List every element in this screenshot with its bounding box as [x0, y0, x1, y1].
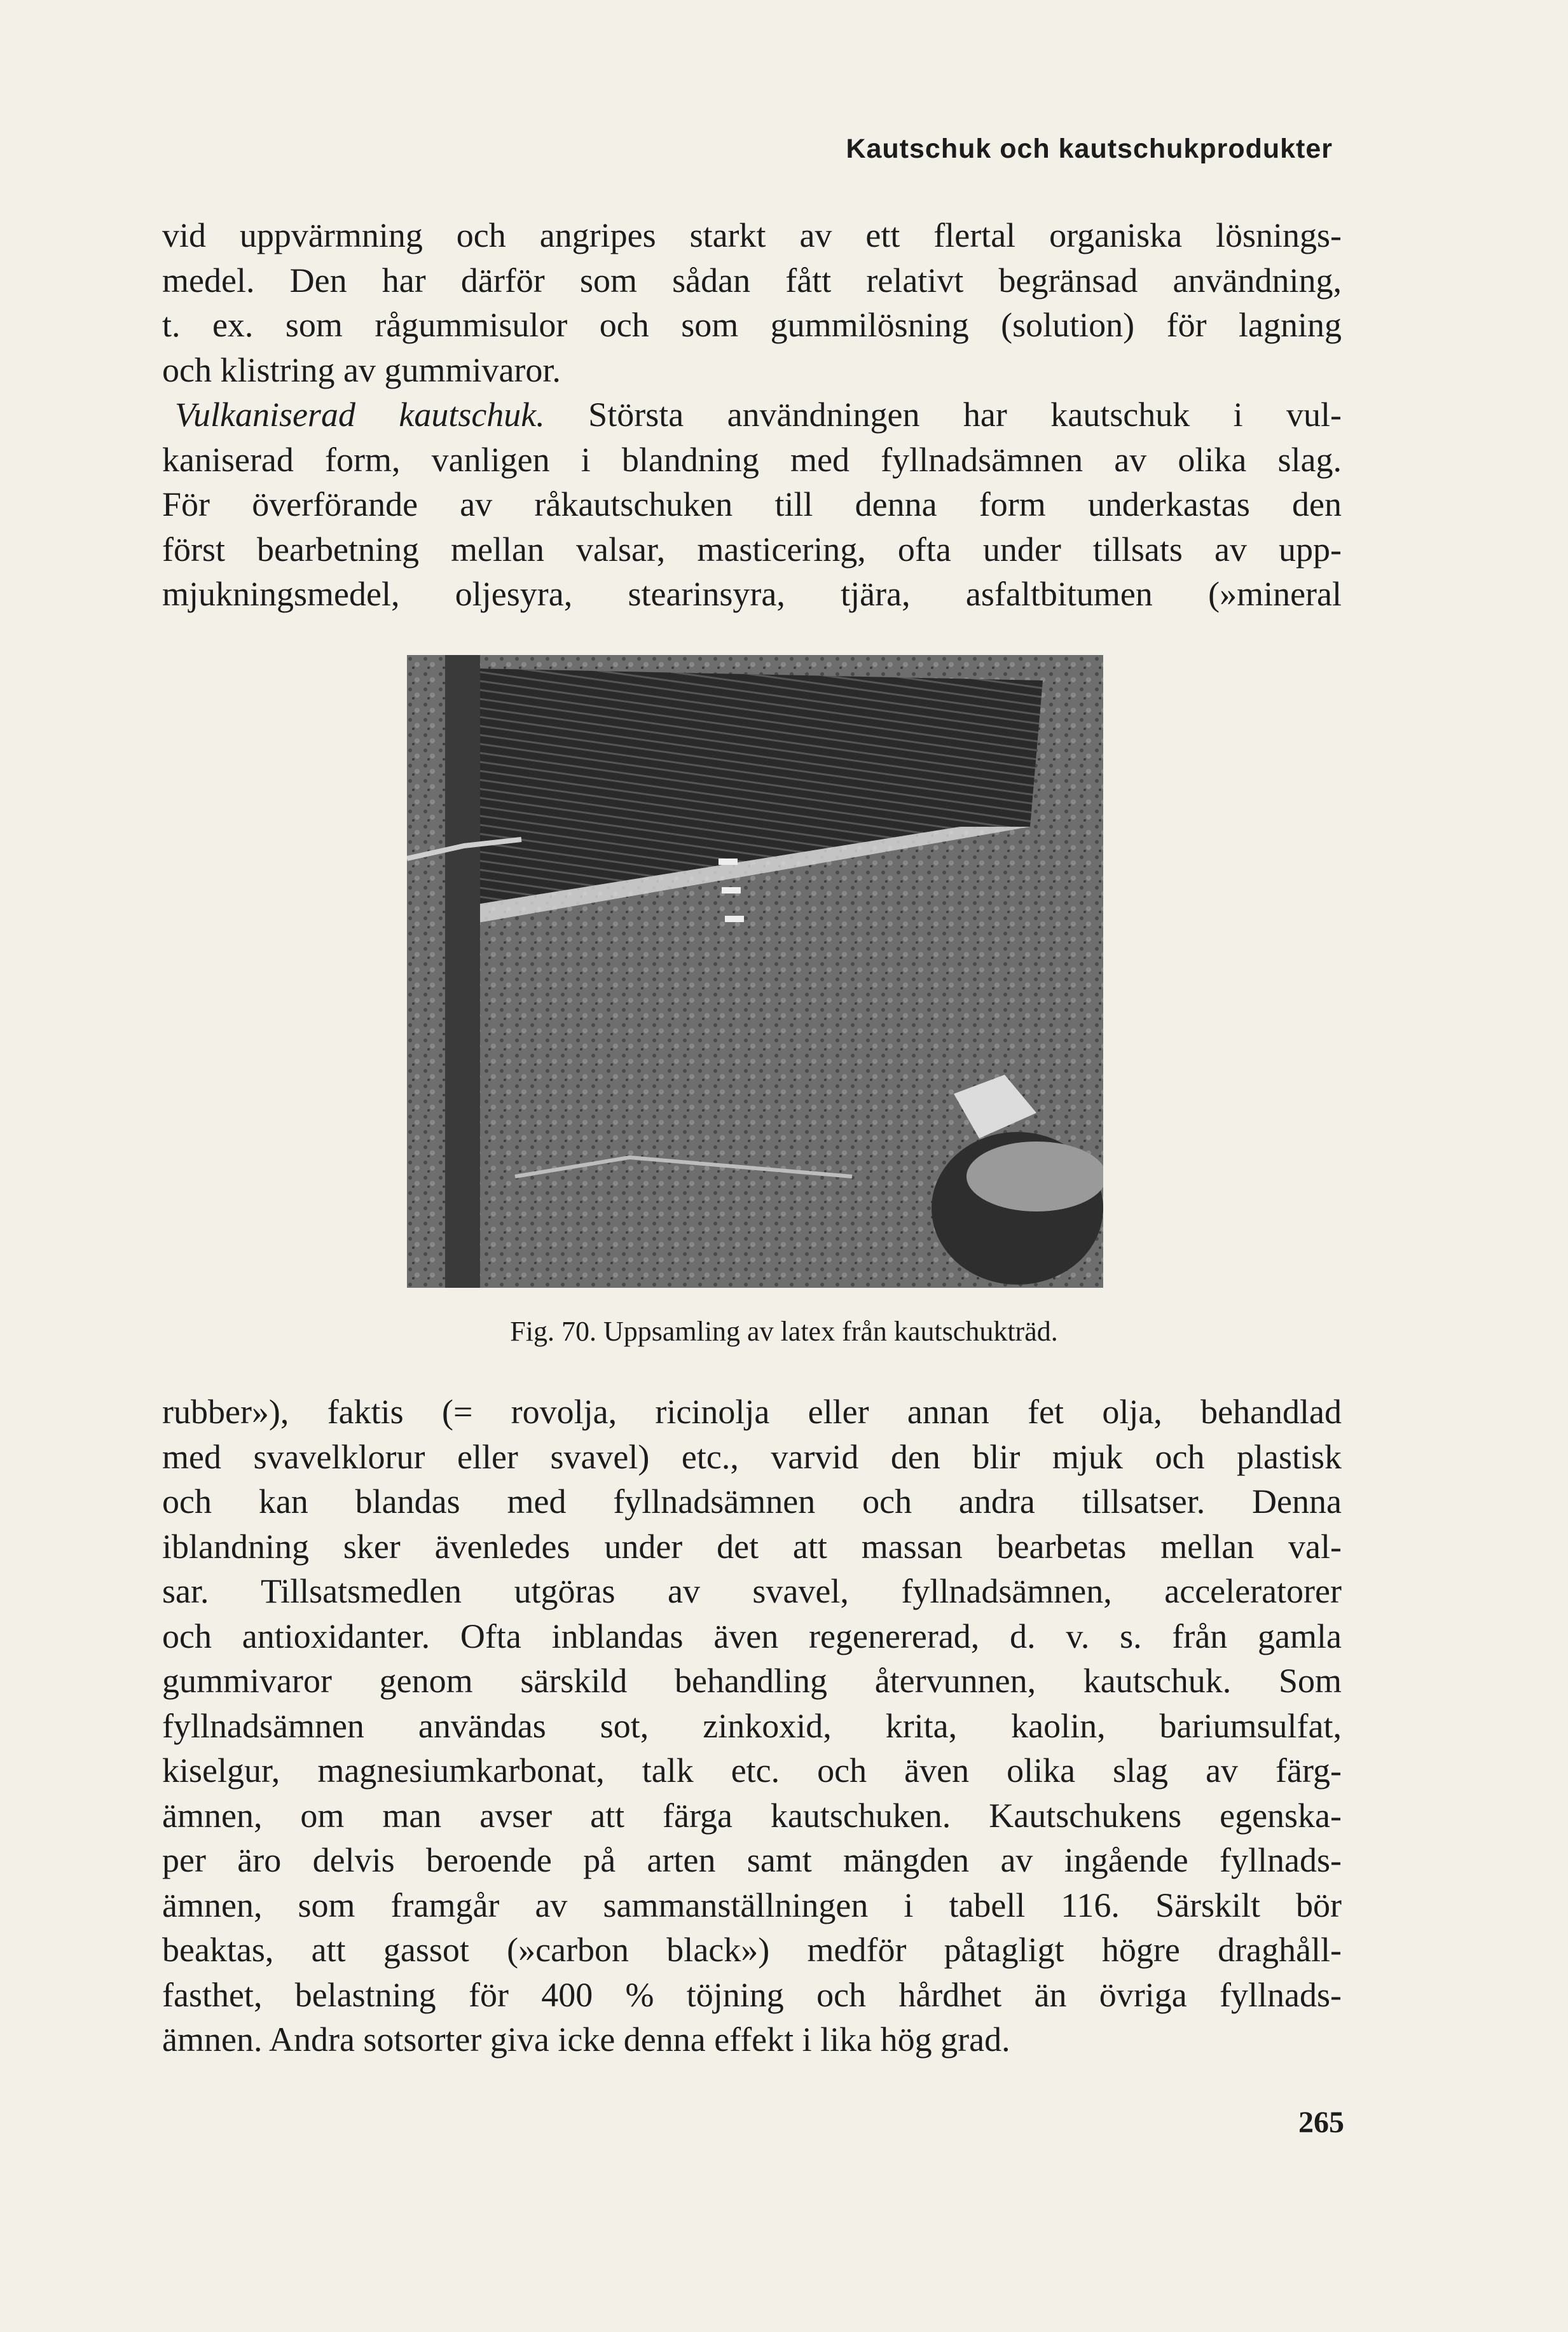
text-line: ämnen. Andra sotsorter giva icke denna effekt i lika hög grad. [162, 2020, 1010, 2059]
text-line: sar. Tillsatsmedlen utgöras av svavel, fyllnadsämnen, acceleratorer [162, 1572, 1342, 1610]
text-line: För överförande av råkautschuken till denna form underkastas den [162, 485, 1342, 523]
text-line: fasthet, belastning för 400 % töjning och hårdhet än övriga fyllnads- [162, 1975, 1342, 2014]
photo-illustration [407, 655, 1103, 1288]
text-line: ämnen, om man avser att färga kautschuken. Kautschukens egenska- [162, 1796, 1342, 1835]
text-line: och klistring av gummivaror. [162, 350, 561, 389]
text-line: med svavelklorur eller svavel) etc., varvid den blir mjuk och plastisk [162, 1437, 1342, 1476]
text-line: vid uppvärmning och angripes starkt av ett flertal organiska lösnings- [162, 216, 1342, 254]
text-line: och kan blandas med fyllnadsämnen och andra tillsatser. Denna [162, 1482, 1342, 1521]
text-line: ämnen, som framgår av sammanställningen i tabell 116. Särskilt bör [162, 1886, 1342, 1924]
text-line: per äro delvis beroende på arten samt mängden av ingående fyllnads- [162, 1841, 1342, 1879]
paragraph-first-line [162, 392, 1342, 438]
text-line: och antioxidanter. Ofta inblandas även regenererad, d. v. s. från gamla [162, 1617, 1342, 1655]
text-run: Största användningen har kautschuk i vul- [544, 396, 1342, 434]
text-block-bottom [162, 1390, 1342, 2062]
text-line: beaktas, att gassot (»carbon black») medför påtagligt högre draghåll- [162, 1931, 1342, 1969]
text-line: fyllnadsämnen användas sot, zinkoxid, krita, kaolin, bariumsulfat, [162, 1706, 1342, 1745]
running-head: Kautschuk och kautschukprodukter [846, 134, 1333, 164]
text-line: gummivaror genom särskild behandling återvunnen, kautschuk. Som [162, 1662, 1342, 1700]
text-line: kiselgur, magnesiumkarbonat, talk etc. och även olika slag av färg- [162, 1751, 1342, 1790]
text-line: kaniserad form, vanligen i blandning med fyllnadsämnen av olika slag. [162, 440, 1342, 479]
text-line: medel. Den har därför som sådan fått relativt begränsad användning, [162, 261, 1342, 300]
figure-photo-latex-collection [407, 655, 1103, 1288]
text-block-top [162, 213, 1342, 617]
page-number: 265 [1298, 2106, 1344, 2139]
figure-caption: Fig. 70. Uppsamling av latex från kautschukträd. [510, 1316, 1058, 1347]
text-line: rubber»), faktis (= rovolja, ricinolja eller annan fet olja, behandlad [162, 1393, 1342, 1431]
text-line: mjukningsmedel, oljesyra, stearinsyra, tjära, asfaltbitumen (»mineral [162, 575, 1342, 613]
text-line: t. ex. som rågummisulor och som gummilösning (solution) för lagning [162, 306, 1342, 344]
text-line: iblandning sker ävenledes under det att massan bearbetas mellan val- [162, 1527, 1342, 1566]
italic-heading: Vulkaniserad kautschuk. [175, 396, 545, 434]
text-line: först bearbetning mellan valsar, masticering, ofta under tillsats av upp- [162, 530, 1342, 569]
